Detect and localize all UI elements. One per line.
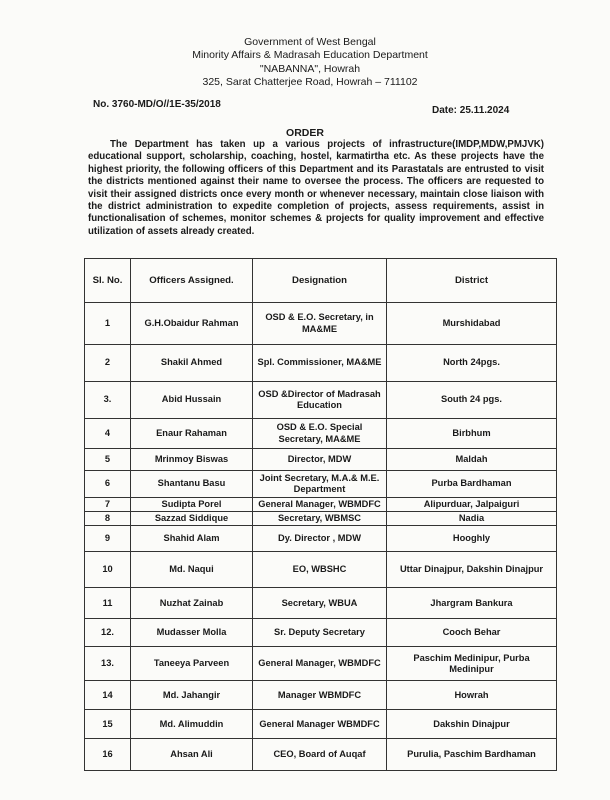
- cell-officer: Md. Naqui: [131, 552, 253, 588]
- cell-sl: 7: [85, 498, 131, 512]
- cell-officer: Md. Alimuddin: [131, 710, 253, 739]
- table-row: [85, 681, 557, 710]
- cell-district: Murshidabad: [387, 303, 557, 345]
- cell-sl: 8: [85, 512, 131, 526]
- cell-district: Jhargram Bankura: [387, 588, 557, 619]
- table-row: [85, 382, 557, 419]
- cell-designation: General Manager, WBMDFC: [253, 498, 387, 512]
- cell-district: Hooghly: [387, 526, 557, 552]
- header-officer: Officers Assigned.: [131, 259, 253, 303]
- cell-sl: 9: [85, 526, 131, 552]
- table-row: [85, 739, 557, 771]
- cell-sl: 11: [85, 588, 131, 619]
- header-line-govt: Government of West Bengal: [244, 36, 376, 48]
- cell-district: Nadia: [387, 512, 557, 526]
- cell-sl: 4: [85, 419, 131, 449]
- cell-district: Maldah: [387, 449, 557, 471]
- cell-sl: 13.: [85, 647, 131, 681]
- table-row: [85, 552, 557, 588]
- header-designation: Designation: [253, 259, 387, 303]
- cell-officer: G.H.Obaidur Rahman: [131, 303, 253, 345]
- cell-sl: 14: [85, 681, 131, 710]
- letterhead: [150, 36, 470, 90]
- cell-officer: Abid Hussain: [131, 382, 253, 419]
- cell-designation: OSD & E.O. Secretary, in MA&ME: [253, 303, 387, 345]
- cell-designation: Sr. Deputy Secretary: [253, 619, 387, 647]
- cell-district: Purulia, Paschim Bardhaman: [387, 739, 557, 771]
- cell-designation: Manager WBMDFC: [253, 681, 387, 710]
- table-row: [85, 498, 557, 512]
- cell-designation: Secretary, WBMSC: [253, 512, 387, 526]
- order-title: ORDER: [286, 127, 324, 139]
- cell-sl: 1: [85, 303, 131, 345]
- cell-officer: Sazzad Siddique: [131, 512, 253, 526]
- cell-sl: 10: [85, 552, 131, 588]
- table-header-row: [85, 259, 557, 303]
- cell-officer: Mrinmoy Biswas: [131, 449, 253, 471]
- cell-sl: 5: [85, 449, 131, 471]
- cell-sl: 6: [85, 471, 131, 498]
- cell-designation: General Manager WBMDFC: [253, 710, 387, 739]
- cell-designation: Joint Secretary, M.A.& M.E. Department: [253, 471, 387, 498]
- table-row: [85, 419, 557, 449]
- table-row: [85, 345, 557, 382]
- cell-district: Alipurduar, Jalpaiguri: [387, 498, 557, 512]
- cell-officer: Shahid Alam: [131, 526, 253, 552]
- cell-officer: Sudipta Porel: [131, 498, 253, 512]
- table-row: [85, 710, 557, 739]
- cell-sl: 2: [85, 345, 131, 382]
- cell-designation: Dy. Director , MDW: [253, 526, 387, 552]
- table-row: [85, 647, 557, 681]
- cell-officer: Shakil Ahmed: [131, 345, 253, 382]
- cell-designation: Director, MDW: [253, 449, 387, 471]
- order-date: Date: 25.11.2024: [432, 105, 510, 116]
- cell-designation: OSD &Director of Madrasah Education: [253, 382, 387, 419]
- cell-officer: Shantanu Basu: [131, 471, 253, 498]
- header-line-department: Minority Affairs & Madrasah Education Department: [192, 49, 428, 62]
- cell-designation: OSD & E.O. Special Secretary, MA&ME: [253, 419, 387, 449]
- cell-district: Uttar Dinajpur, Dakshin Dinajpur: [387, 552, 557, 588]
- cell-officer: Mudasser Molla: [131, 619, 253, 647]
- cell-sl: 12.: [85, 619, 131, 647]
- cell-district: North 24pgs.: [387, 345, 557, 382]
- table-row: [85, 526, 557, 552]
- cell-district: Birbhum: [387, 419, 557, 449]
- cell-district: Paschim Medinipur, Purba Medinipur: [387, 647, 557, 681]
- cell-designation: Spl. Commissioner, MA&ME: [253, 345, 387, 382]
- cell-officer: Taneeya Parveen: [131, 647, 253, 681]
- cell-designation: EO, WBSHC: [253, 552, 387, 588]
- order-body-text: The Department has taken up a various projects of infrastructure(IMDP,MDW,PMJVK) educational support, scholarship, coaching, hostel, karmatirtha etc. As these projects have the highest priority, the following officers of this Department and its Parastatals are entrusted to visit the districts mentioned against their name to oversee the process. The officers are requested to visit their assigned districts once every month or whenever necessary, maintain close liaison with the district administration to expedite completion of projects, assess requirements, assist in functionalisation of schemes, monitor schemes & projects for quality improvement and effective utilization of assets already created.: [88, 139, 544, 237]
- cell-officer: Nuzhat Zainab: [131, 588, 253, 619]
- reference-number: No. 3760-MD/O//1E-35/2018: [93, 99, 221, 110]
- table-row: [85, 588, 557, 619]
- table-row: [85, 303, 557, 345]
- cell-officer: Ahsan Ali: [131, 739, 253, 771]
- cell-district: Cooch Behar: [387, 619, 557, 647]
- officers-table: [84, 258, 557, 771]
- cell-sl: 16: [85, 739, 131, 771]
- cell-designation: General Manager, WBMDFC: [253, 647, 387, 681]
- table-row: [85, 471, 557, 498]
- cell-district: Howrah: [387, 681, 557, 710]
- cell-sl: 3.: [85, 382, 131, 419]
- cell-district: Dakshin Dinajpur: [387, 710, 557, 739]
- cell-district: Purba Bardhaman: [387, 471, 557, 498]
- header-district: District: [387, 259, 557, 303]
- table-row: [85, 449, 557, 471]
- cell-designation: Secretary, WBUA: [253, 588, 387, 619]
- table-row: [85, 512, 557, 526]
- header-line-address: 325, Sarat Chatterjee Road, Howrah – 711102: [202, 76, 418, 89]
- cell-district: South 24 pgs.: [387, 382, 557, 419]
- table-row: [85, 619, 557, 647]
- header-sl-no: Sl. No.: [85, 259, 131, 303]
- header-line-building: "NABANNA", Howrah: [259, 62, 361, 75]
- cell-officer: Md. Jahangir: [131, 681, 253, 710]
- cell-designation: CEO, Board of Auqaf: [253, 739, 387, 771]
- cell-sl: 15: [85, 710, 131, 739]
- cell-officer: Enaur Rahaman: [131, 419, 253, 449]
